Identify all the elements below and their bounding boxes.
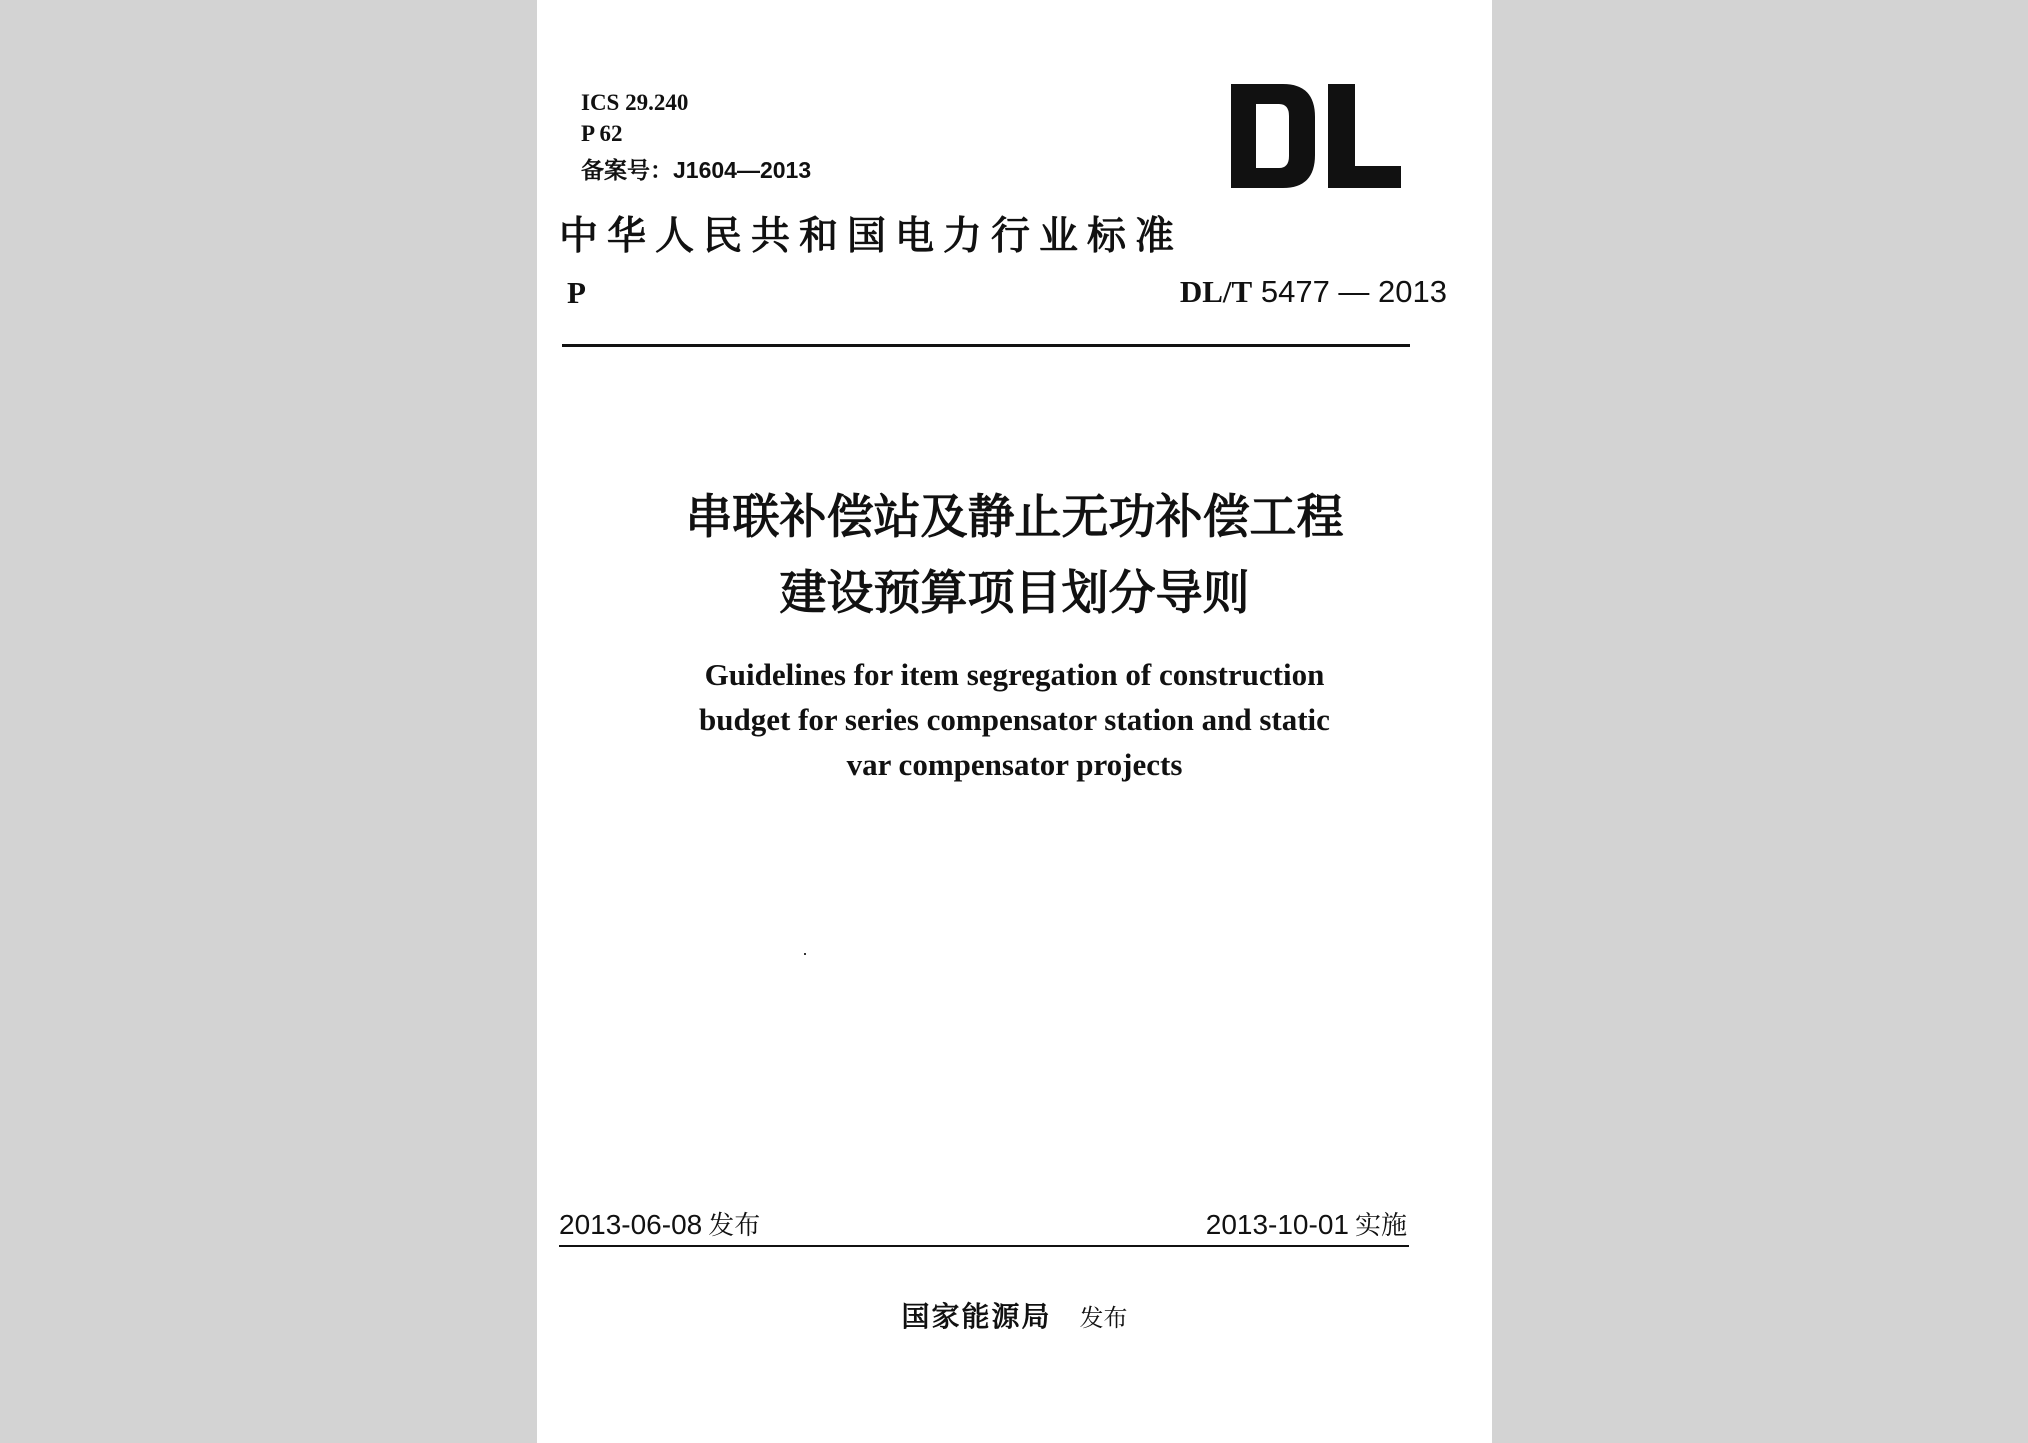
title-chinese-line-2: 建设预算项目划分导则	[779, 566, 1250, 621]
title-english-line-3: var compensator projects	[846, 747, 1183, 782]
standard-organization: 中华人民共和国电力行业标准	[559, 213, 1184, 259]
scan-speck	[804, 953, 806, 955]
record-number: 备案号：J1604—2013	[581, 157, 812, 183]
effective-date: 2013-10-01	[1205, 1209, 1349, 1240]
issue-date: 2013-06-08	[559, 1209, 703, 1240]
standard-category: P	[567, 275, 586, 310]
title-english-line-1: Guidelines for item segregation of construction	[704, 657, 1325, 692]
header-divider	[562, 344, 1410, 347]
ics-code: ICS 29.240	[581, 90, 689, 115]
issue-date-line	[559, 1205, 760, 1242]
title-chinese-line-1: 串联补偿站及静止无功补偿工程	[685, 490, 1344, 545]
publish-label: 发布	[1079, 1304, 1128, 1332]
ccs-code: P 62	[581, 121, 623, 146]
publisher-name: 国家能源局	[901, 1300, 1052, 1333]
dates-divider	[559, 1245, 1409, 1247]
publisher-line	[537, 1295, 1492, 1335]
dl-logo	[1231, 82, 1401, 190]
issue-label: 发布	[708, 1211, 761, 1241]
effective-label: 实施	[1354, 1211, 1407, 1241]
effective-date-line	[1206, 1205, 1407, 1242]
title-english-line-2: budget for series compensator station and static	[699, 702, 1330, 737]
standard-number-value: 5477 — 2013	[1260, 274, 1447, 309]
standard-number	[1180, 274, 1447, 310]
standard-code: DL/T	[1179, 274, 1253, 309]
document-page	[537, 0, 1492, 1443]
